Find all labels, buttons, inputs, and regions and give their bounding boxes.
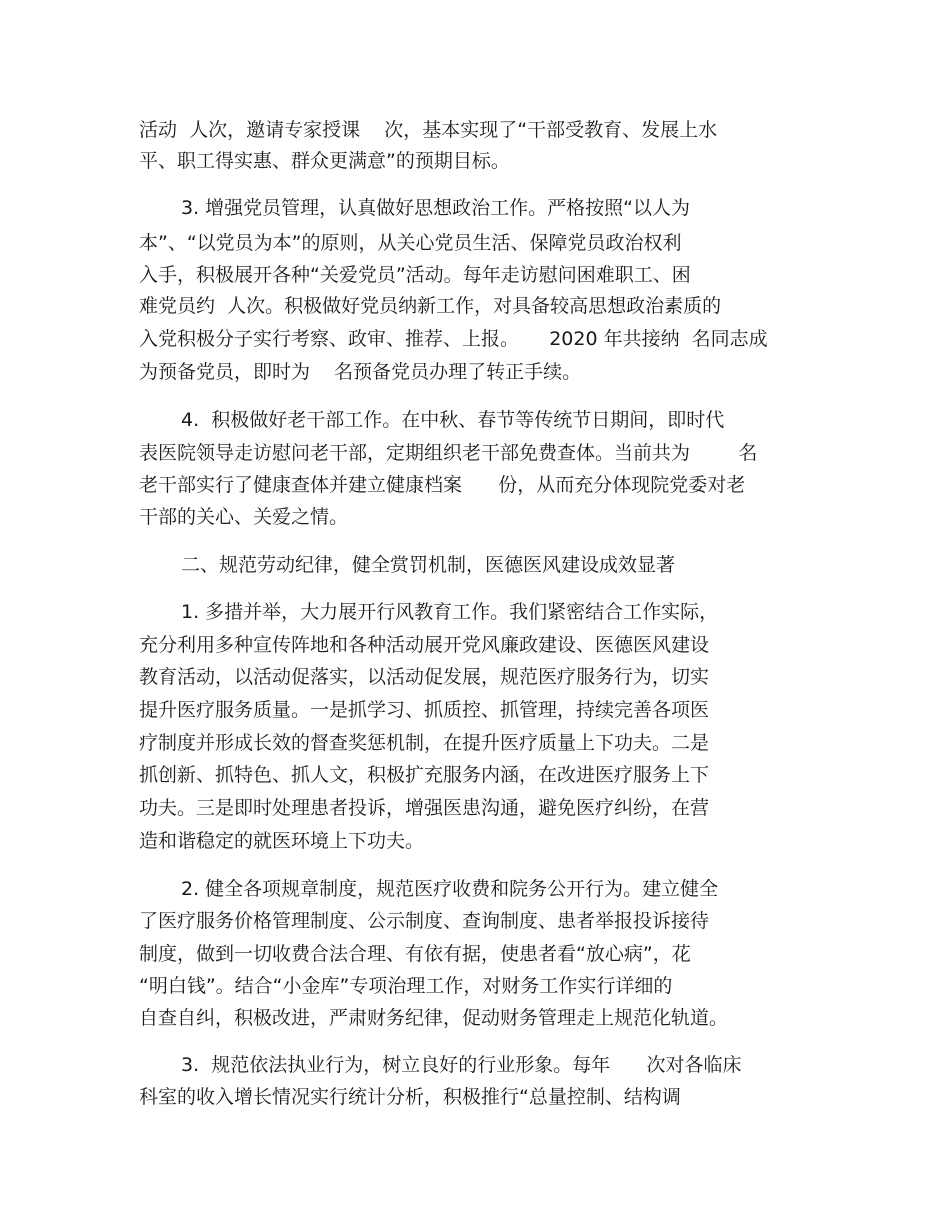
text-line: 科室的收入增长情况实行统计分析，积极推行“总量控制、结构调 <box>139 1086 681 1108</box>
text-line: 教育活动，以活动促落实，以活动促发展，规范医疗服务行为，切实 <box>139 666 710 688</box>
text-line: 活动 人次，邀请专家授课 次，基本实现了“干部受教育、发展上水 <box>139 119 718 141</box>
text-line: 老干部实行了健康查体并建立健康档案 份，从而充分体现院党委对老 <box>139 474 746 496</box>
text-line: 入党积极分子实行考察、政审、推荐、上报。 2020 年共接纳 名同志成 <box>139 328 768 350</box>
paragraph-start-line: 3. 增强党员管理，认真做好思想政治工作。严格按照“以人为 <box>181 197 691 219</box>
text-line: 难党员约 人次。积极做好党员纳新工作，对具备较高思想政治素质的 <box>139 295 722 317</box>
paragraph-start-line: 4. 积极做好老干部工作。在中秋、春节等传统节日期间，即时代 <box>181 409 725 431</box>
text-line: 抓创新、抓特色、抓人文，积极扩充服务内涵，在改进医疗服务上下 <box>139 764 710 786</box>
paragraph-start-line: 1. 多措并举，大力展开行风教育工作。我们紧密结合工作实际， <box>181 601 719 623</box>
paragraph-start-line: 3. 规范依法执业行为，树立良好的行业形象。每年 次对各临床 <box>181 1054 742 1076</box>
section-heading: 二、规范劳动纪律，健全赏罚机制，医德医风建设成效显著 <box>181 554 676 576</box>
paragraph-start-line: 2. 健全各项规章制度，规范医疗收费和院务公开行为。建立健全 <box>181 878 719 900</box>
text-line: 自查自纠，积极改进，严肃财务纪律，促动财务管理走上规范化轨道。 <box>139 1007 729 1029</box>
text-line: 充分利用多种宣传阵地和各种活动展开党风廉政建设、医德医风建设 <box>139 634 710 656</box>
text-line: 提升医疗服务质量。一是抓学习、抓质控、抓管理，持续完善各项医 <box>139 699 710 721</box>
text-line: 了医疗服务价格管理制度、公示制度、查询制度、患者举报投诉接待 <box>139 910 710 932</box>
text-line: 本”、“以党员为本”的原则，从关心党员生活、保障党员政治权利 <box>139 232 682 254</box>
text-line: “明白钱”。结合“小金库”专项治理工作，对财务工作实行详细的 <box>139 975 673 997</box>
text-line: 为预备党员，即时为 名预备党员办理了转正手续。 <box>139 361 582 383</box>
text-line: 表医院领导走访慰问老干部，定期组织老干部免费查体。当前共为 名 <box>139 442 758 464</box>
text-line: 疗制度并形成长效的督查奖惩机制，在提升医疗质量上下功夫。二是 <box>139 732 710 754</box>
text-line: 干部的关心、关爱之情。 <box>139 506 349 528</box>
text-line: 功夫。三是即时处理患者投诉，增强医患沟通，避免医疗纠纷，在营 <box>139 797 710 819</box>
text-line: 入手，积极展开各种“关爱党员”活动。每年走访慰问困难职工、困 <box>139 264 691 286</box>
text-line: 平、职工得实惠、群众更满意”的预期目标。 <box>139 150 510 172</box>
text-line: 制度，做到一切收费合法合理、有依有据，使患者看“放心病”，花 <box>139 943 691 965</box>
text-line: 造和谐稳定的就医环境上下功夫。 <box>139 830 425 852</box>
